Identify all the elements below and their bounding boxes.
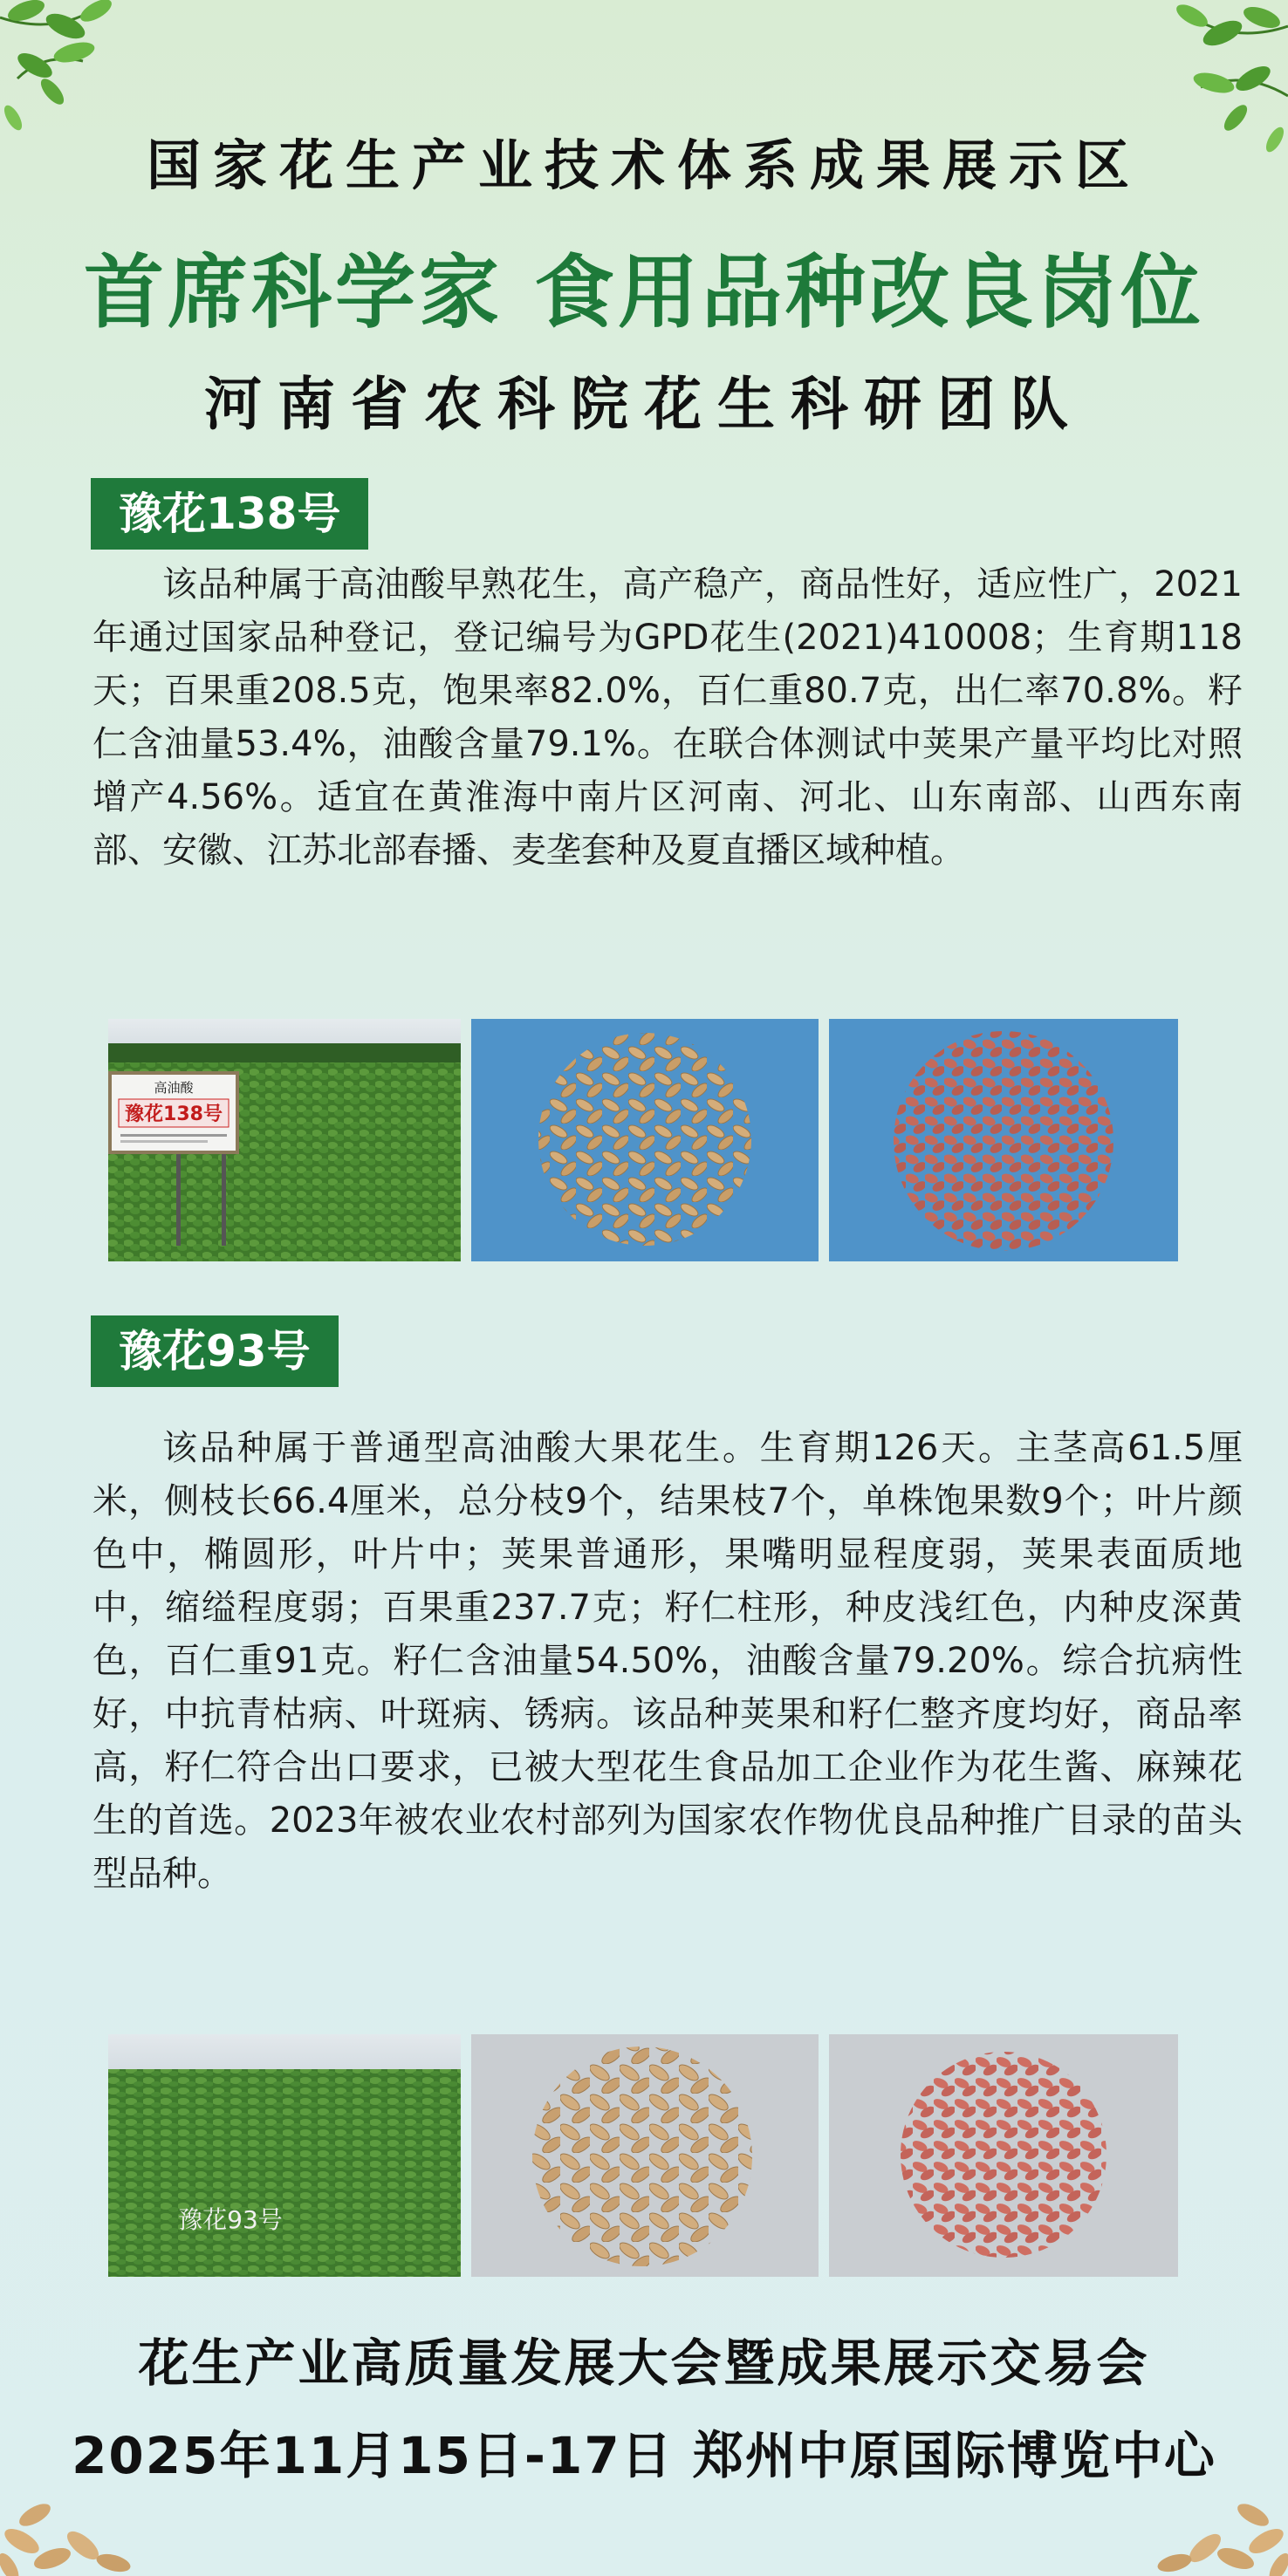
peanut-decoration-icon — [1131, 2480, 1288, 2576]
section-label-yuhua-138: 豫花138号 — [91, 478, 368, 550]
field-photo-yuhua-138 — [108, 1019, 461, 1261]
pod-photo-yuhua-93 — [471, 2034, 819, 2277]
section-label-yuhua-93: 豫花93号 — [91, 1315, 339, 1387]
page-title: 国家花生产业技术体系成果展示区 — [146, 133, 1141, 197]
page-subtitle: 首席科学家 食用品种改良岗位 — [83, 246, 1205, 339]
footer-event-title: 花生产业高质量发展大会暨成果展示交易会 — [138, 2333, 1150, 2393]
footer-event-date-venue: 2025年11月15日-17日 郑州中原国际博览中心 — [72, 2426, 1216, 2485]
field-caption-text: 豫花93号 — [178, 2205, 283, 2234]
kernel-photo-yuhua-138 — [829, 1019, 1178, 1261]
kernel-photo-yuhua-93 — [829, 2034, 1178, 2277]
field-sign-top-text: 高油酸 — [154, 1080, 194, 1096]
team-name: 河南省农科院花生科研团队 — [204, 371, 1084, 438]
section-description-yuhua-138: 该品种属于高油酸早熟花生，高产稳产，商品性好，适应性广，2021年通过国家品种登记，登记编号为GPD花生(2021)410008；生育期118天；百果重208.5克，饱果率82.0%，百仁重80.7克，出仁率70.8%。籽仁含油量53.4%，油酸含量79.1%。在联合体测试中荚果产量平均比对照增产4.56%。适宜在黄淮海中南片区河南、河北、山东南部、山西东南部、安徽、江苏北部春播、麦垄套种及夏直播区域种植。 — [92, 564, 1243, 871]
field-photo-yuhua-93 — [108, 2034, 461, 2277]
pod-photo-yuhua-138 — [471, 1019, 819, 1261]
peanut-decoration-icon — [0, 2480, 157, 2576]
section-description-yuhua-93: 该品种属于普通型高油酸大果花生。生育期126天。主茎高61.5厘米，侧枝长66.4厘米，总分枝9个，结果枝7个，单株饱果数9个；叶片颜色中，椭圆形，叶片中；荚果普通形，果嘴明显程度弱，荚果表面质地中，缩缢程度弱；百果重237.7克；籽仁柱形，种皮浅红色，内种皮深黄色，百仁重91克。籽仁含油量54.50%，油酸含量79.20%。综合抗病性好，中抗青枯病、叶斑病、锈病。该品种荚果和籽仁整齐度均好，商品率高，籽仁符合出口要求，已被大型花生食品加工企业作为花生酱、麻辣花生的首选。2023年被农业农村部列为国家农作物优良品种推广目录的苗头型品种。 — [92, 1428, 1243, 1894]
field-sign-name-text: 豫花138号 — [125, 1104, 223, 1125]
